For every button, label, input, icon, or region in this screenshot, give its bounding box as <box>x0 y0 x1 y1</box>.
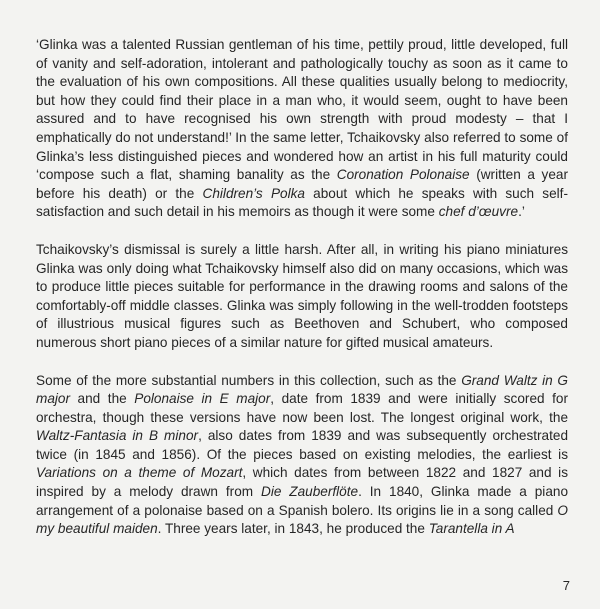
italic-title-tarantella: Tarantella in A <box>428 521 515 537</box>
italic-title-coronation-polonaise: Coronation Polonaise <box>336 167 470 183</box>
text-segment: about which he speaks with such self-satisfaction and such detail in his memoirs as though it were some <box>36 185 568 220</box>
text-segment: , date from 1839 and were initially scored for orchestra, though these versions have now been lost. The longest original work, the <box>36 391 568 425</box>
paragraph-1 <box>36 36 568 222</box>
text-segment: . In 1840, Glinka made a piano arrangement of a polonaise based on a Spanish bolero. Its origins lie in a song called <box>36 484 568 518</box>
italic-title-grand-waltz: Grand Waltz in G major <box>36 372 568 407</box>
italic-title-variations-mozart: Variations on a theme of Mozart <box>36 465 243 481</box>
italic-title-waltz-fantasia: Waltz-Fantasia in B minor <box>36 428 199 444</box>
text-segment: (written a year before his death) or the <box>36 167 569 201</box>
paragraph-3 <box>36 372 568 539</box>
booklet-page <box>36 36 568 558</box>
italic-title-zauberflote: Die Zauberflöte <box>261 484 359 500</box>
text-segment: .’ <box>518 204 525 220</box>
text-segment: , also dates from 1839 and was subsequently orchestrated twice (in 1845 and 1856). Of the pieces based on existing melodies, the earliest is <box>36 428 569 462</box>
paragraph-2 <box>36 241 568 353</box>
italic-phrase-chef-doeuvre: chef d’œuvre <box>438 204 519 220</box>
text-segment: and the <box>70 391 135 407</box>
text-segment: Tchaikovsky’s dismissal is surely a little harsh. After all, in writing his piano miniatures Glinka was only doing what Tchaikovsky himself also did on many occasions, which was to produce little pieces suitable for performance in the drawing rooms and salons of the comfortably-off middle classes. Glinka was simply following in the well-trodden footsteps of illustrious musical figures such as Beethoven and Schubert, who composed numerous short piano pieces of a similar nature for gifted musical amateurs. <box>36 241 568 350</box>
italic-title-polonaise-e-major: Polonaise in E major <box>134 391 271 407</box>
page-number: 7 <box>562 578 570 593</box>
text-segment: , which dates from between 1822 and 1827 and is inspired by a melody drawn from <box>36 465 568 500</box>
italic-title-o-my-beautiful-maiden: O my beautiful maiden <box>36 502 568 537</box>
text-segment: . Three years later, in 1843, he produced the <box>157 521 429 537</box>
text-segment: ‘Glinka was a talented Russian gentleman of his time, pettily proud, little developed, full of vanity and self-adoration, intolerant and pathologically touchy as soon as it came to the evaluation of his own compositions. All these qualities usually belong to mediocrity, but how they could find their place in a man who, it would seem, ought to have been assured and to have recognised his own strength with proud modesty – that I emphatically do not understand!’ In the same letter, Tchaikovsky also referred to some of Glinka’s less distinguished pieces and wondered how an artist in his full maturity could ‘compose such a flat, shaming banality as the <box>36 37 568 183</box>
text-segment: Some of the more substantial numbers in this collection, such as the <box>36 372 462 388</box>
italic-title-childrens-polka: Children’s Polka <box>202 185 305 201</box>
